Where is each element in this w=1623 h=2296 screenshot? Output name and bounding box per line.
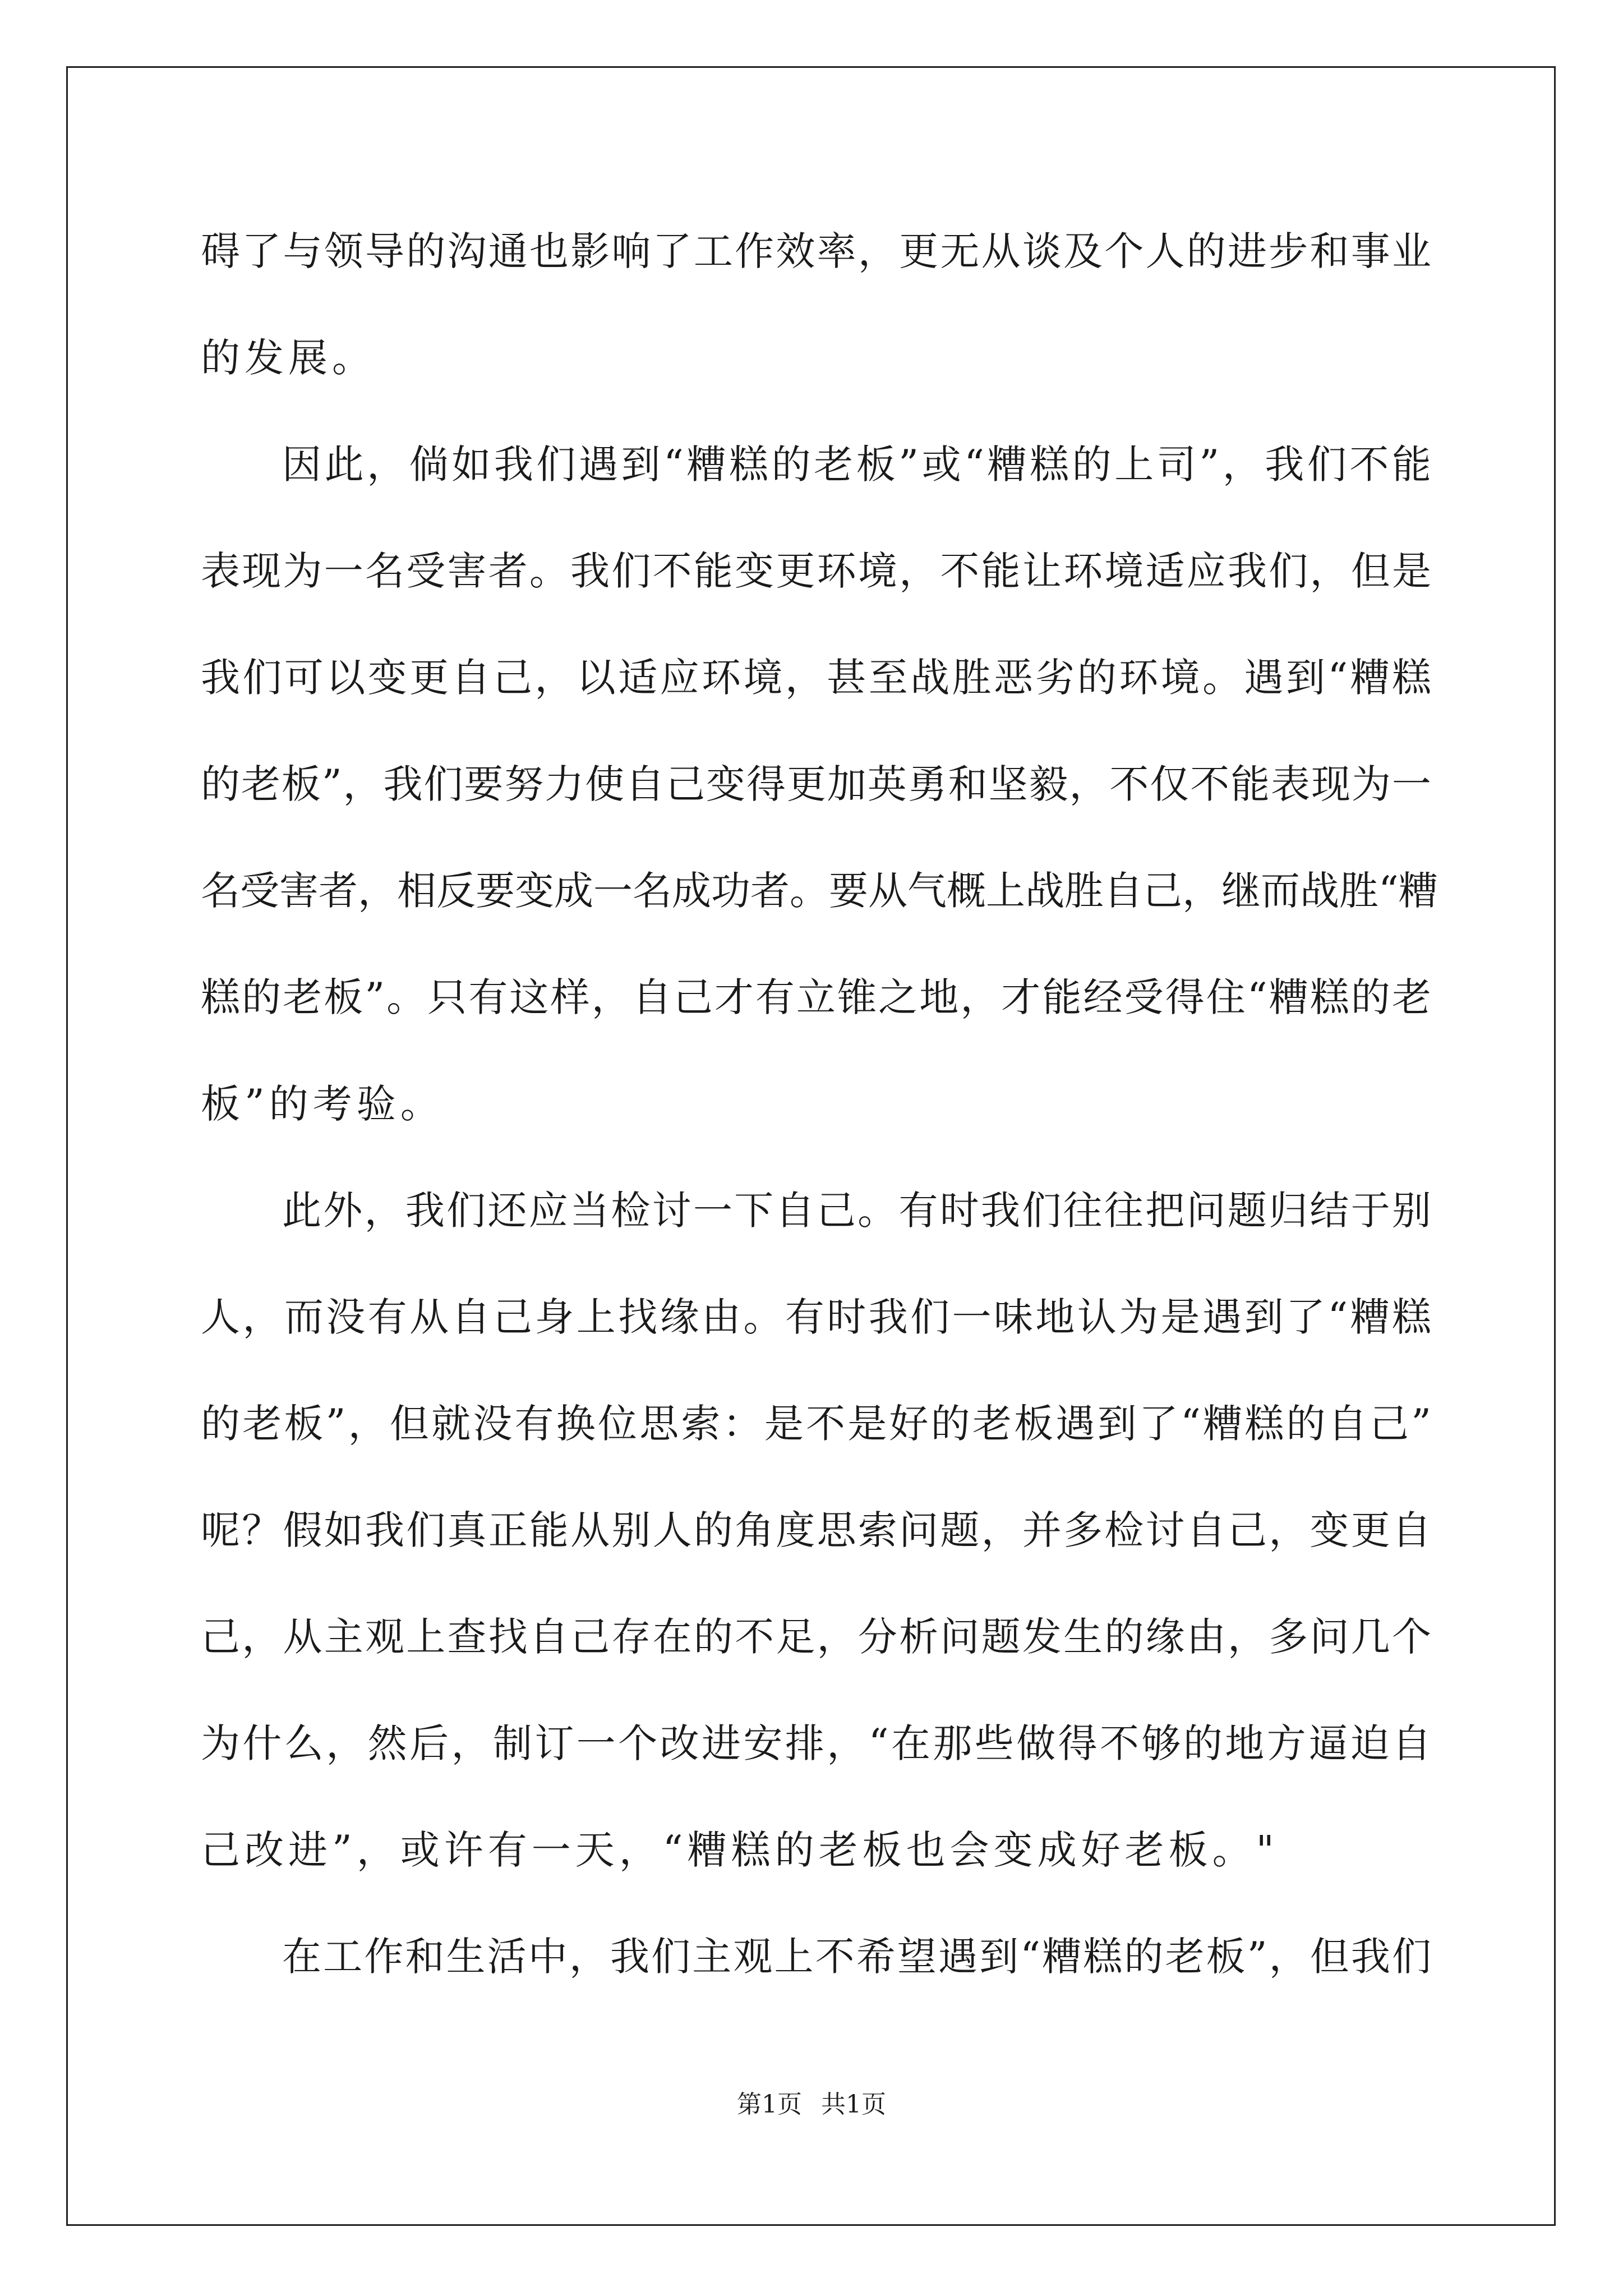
- text-line: 在工作和生活中，我们主观上不希望遇到“糟糕的老板”，但我们: [282, 1934, 1431, 1980]
- page-total: 共1页: [821, 2090, 886, 2119]
- text-line: 的老板”，但就没有换位思索：是不是好的老板遇到了“糟糕的自己”: [201, 1401, 1431, 1447]
- page-footer: [0, 2088, 1623, 2122]
- text-line: 为什么，然后，制订一个改进安排，“在那些做得不够的地方逼迫自: [201, 1720, 1431, 1766]
- text-line: 己改进”，或许有一天，“糟糕的老板也会变成好老板。": [201, 1827, 1279, 1873]
- text-line: 此外，我们还应当检讨一下自己。有时我们往往把问题归结于别: [282, 1188, 1431, 1234]
- text-line: 我们可以变更自己，以适应环境，甚至战胜恶劣的环境。遇到“糟糕: [201, 655, 1431, 701]
- text-line: 表现为一名受害者。我们不能变更环境，不能让环境适应我们，但是: [201, 548, 1431, 594]
- text-line: 呢？假如我们真正能从别人的角度思索问题，并多检讨自己，变更自: [201, 1507, 1431, 1553]
- text-line: 因此，倘如我们遇到“糟糕的老板”或“糟糕的上司”，我们不能: [282, 441, 1431, 487]
- text-line: 名受害者，相反要变成一名成功者。要从气概上战胜自己，继而战胜“糟: [201, 868, 1438, 914]
- page-number: 第1页: [737, 2090, 802, 2119]
- text-line: 人，而没有从自己身上找缘由。有时我们一味地认为是遇到了“糟糕: [201, 1294, 1431, 1340]
- text-line: 的发展。: [201, 335, 376, 381]
- page-border: [66, 66, 1556, 2226]
- text-line: 糕的老板”。只有这样，自己才有立锥之地，才能经受得住“糟糕的老: [201, 974, 1431, 1020]
- text-line: 的老板”，我们要努力使自己变得更加英勇和坚毅，不仅不能表现为一: [201, 761, 1431, 807]
- text-line: 板”的考验。: [201, 1081, 444, 1127]
- text-line: 碍了与领导的沟通也影响了工作效率，更无从谈及个人的进步和事业: [201, 228, 1431, 274]
- text-line: 己，从主观上查找自己存在的不足，分析问题发生的缘由，多问几个: [201, 1614, 1431, 1660]
